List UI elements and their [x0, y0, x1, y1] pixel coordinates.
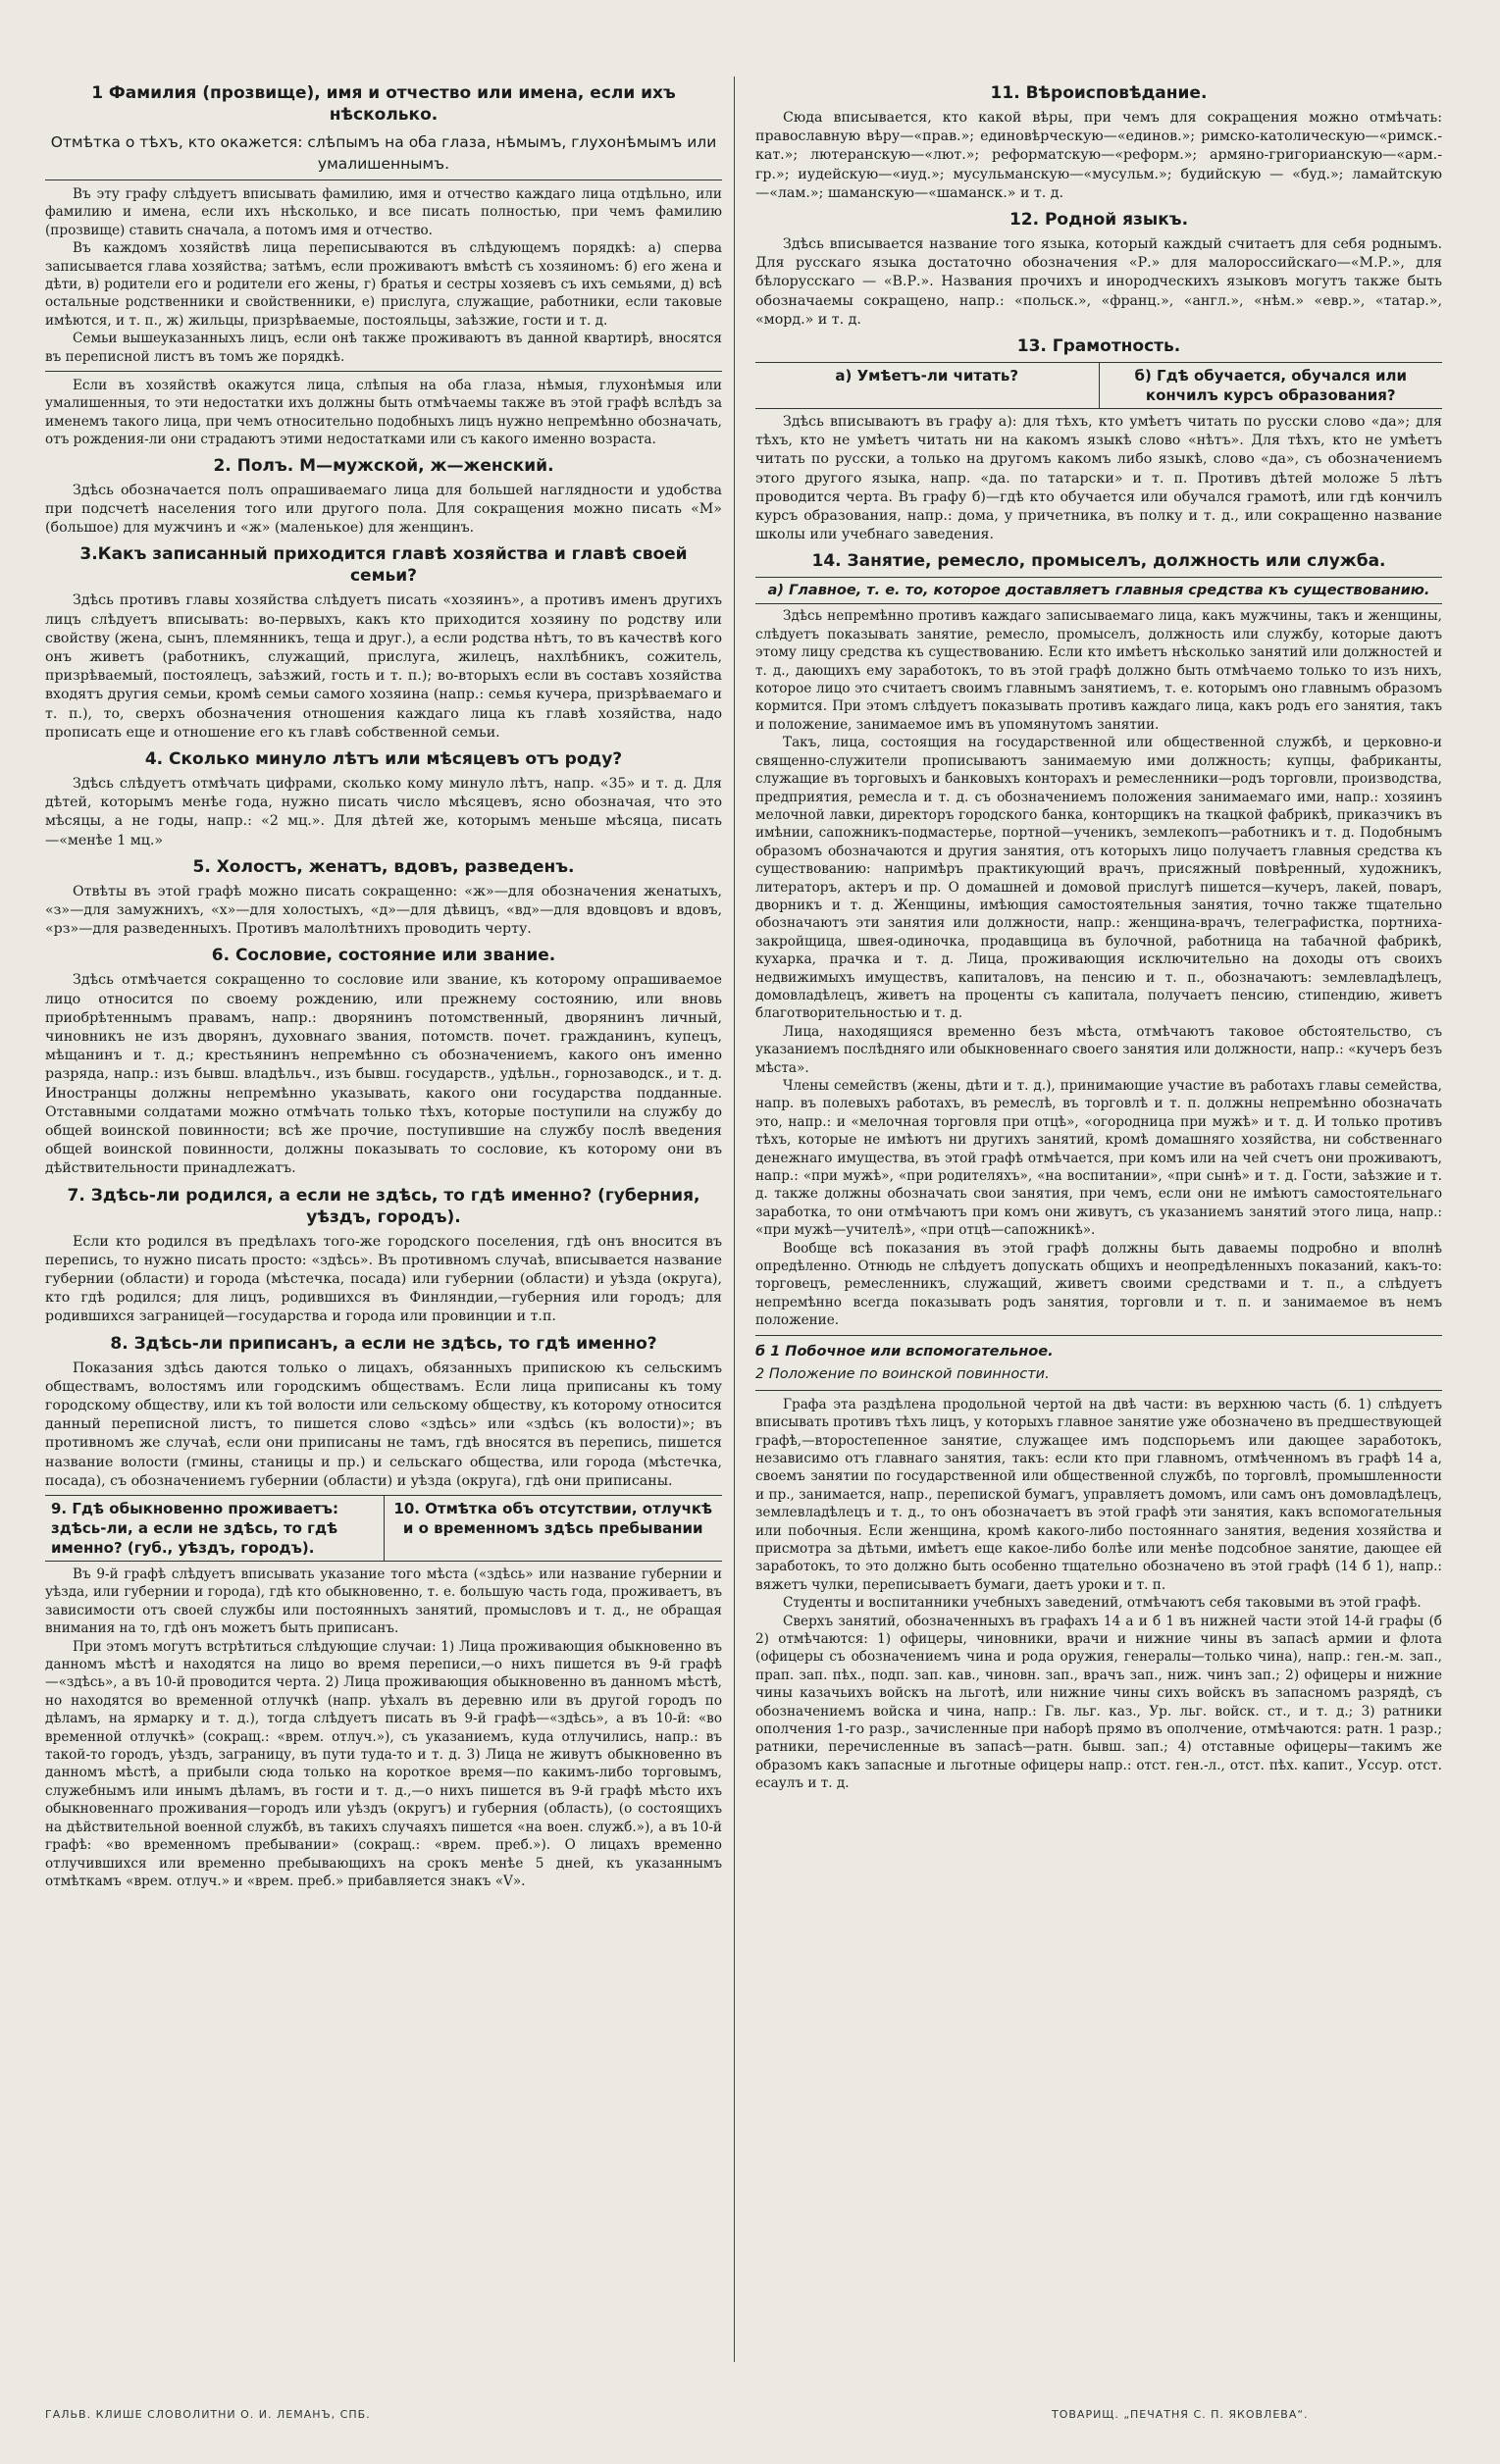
section-14-paragraph: Вообще всѣ показания въ этой графѣ должны быть даваемы подробно и вполнѣ опредѣленно. Отнюдь не слѣдуетъ допускать общихъ и неопредѣленныхъ показаний, какъ-то: торговецъ, ремесленникъ, служащий, живетъ своими средствами и т. п., а слѣдуетъ непремѣнно всегда показывать родъ занятия, торговли и т. п. и занимаемое въ немъ положение. [755, 1240, 1442, 1329]
section-5-title: 5. Холостъ, женатъ, вдовъ, разведенъ. [192, 856, 575, 877]
divider [45, 371, 722, 372]
section-9-paragraph: При этомъ могутъ встрѣтиться слѣдующие случаи: 1) Лица проживающия обыкновенно въ данномъ мѣстѣ и находятся на лицо во время переписи,—о нихъ пишется въ 9-й графѣ—«здѣсь», а въ 10-й проводится черта. 2) Лица проживающия обыкновенно въ данномъ мѣстѣ, но находятся во временной отлучкѣ (напр. уѣхалъ въ деревню или въ другой городъ по дѣламъ, на ярмарку и т. д.), тогда слѣдуетъ писать въ 9-й графѣ—«здѣсь», а въ 10-й: «во временной отлучкѣ» (сокращ.: «врем. отлуч.»), съ указаниемъ, куда отлучились, напр.: въ такой-то городъ, уѣздъ, заграницу, въ пути туда-то и т. д. 3) Лица не живутъ обыкновенно въ данномъ мѣстѣ, а прибыли сюда только на короткое время—по какимъ-либо торговымъ, служебнымъ или инымъ дѣламъ, въ гости и т. д.,—о нихъ пишется въ 9-й графѣ мѣсто ихъ обыкновеннаго проживания—городъ или уѣздъ (округъ) и губерния (область), (о состоящихъ на дѣйствительной военной службѣ, въ такихъ случаяхъ пишется «на воен. служб.»), а въ 10-й графѣ: «во временномъ пребывании» (сокращ.: «врем. преб.»). О лицахъ временно отлучившихся или временно пребывающихъ на срокъ менѣе 5 дней, къ указаннымъ отмѣткамъ «врем. отлуч.» и «врем. преб.» прибавляется знакъ «V». [45, 1638, 722, 1889]
section-9-paragraph: Въ 9-й графѣ слѣдуетъ вписывать указание того мѣста («здѣсь» или название губернии и уѣзда, или губернии и города), гдѣ кто обыкновенно, т. е. большую часть года, проживаетъ, въ зависимости отъ своей службы или постоянныхъ занятий, промысловъ и т. д., не обращая внимания на то, гдѣ онъ можетъ быть приписанъ. [45, 1566, 722, 1637]
section-7-title: 7. Здѣсь-ли родился, а если не здѣсь, то гдѣ именно? (губерния, уѣздъ, городъ). [67, 1185, 700, 1227]
section-14b-paragraph: Графа эта раздѣлена продольной чертой на двѣ части: въ верхнюю часть (б. 1) слѣдуетъ вписывать противъ тѣхъ лицъ, у которыхъ главное занятие уже обозначено въ предшествующей графѣ,—второстепенное занятие, служащее имъ подспорьемъ или дающее заработокъ, независимо отъ главнаго занятия, такъ: если кто при главномъ, отмѣченномъ въ графѣ 14 а, своемъ занятии по государственной или общественной службѣ, по торговлѣ, промышленности и пр., занимается, напр., перепиской бумагъ, управляетъ домомъ, или самъ онъ домовладѣлецъ, землевладѣлецъ и т. д., то онъ обозначаетъ въ этой графѣ эти занятия, какъ вспомогательныя или побочныя. Если женщина, кромѣ какого-либо постояннаго занятия, ведения хозяйства и присмотра за дѣтьми, имѣетъ еще какое-либо болѣе или менѣе подсобное занятие, дающее ей заработокъ, то это должно быть особенно тщательно обозначено въ этой графѣ (14 б 1), напр.: вяжетъ чулки, переписываетъ бумаги, даетъ уроки и т. п. [755, 1396, 1442, 1593]
section-8-paragraph: Показания здѣсь даются только о лицахъ, обязанныхъ припискою къ сельскимъ обществамъ, волостямъ или городскимъ обществамъ. Если лица приписаны къ тому городскому обществу, или къ той волости или сельскому обществу, къ которому относится данный переписной листъ, то пишется слово «здѣсь» или «здѣсь (къ волости)»; въ противномъ же случаѣ, если они приписаны не тамъ, гдѣ вносятся въ перепись, пишется название волости (гмины, станицы и пр.) и сельскаго общества, или города (мѣстечка, посада), съ обозначениемъ губернии (области) и уѣзда (округа), гдѣ они приписаны. [45, 1360, 722, 1489]
section-9-10-header [45, 1495, 722, 1562]
section-2-paragraph: Здѣсь обозначается полъ опрашиваемаго лица для большей наглядности и удобства при подсчетѣ населения того или другого пола. Для сокращения можно писать «М» (большое) для мужчинъ и «ж» (маленькое) для женщинъ. [45, 482, 722, 537]
section-6-paragraph: Здѣсь отмѣчается сокращенно то сословие или звание, къ которому опрашиваемое лицо относится по своему рождению, или прежнему состоянию, или вновь приобрѣтеннымъ правамъ, напр.: дворянинъ потомственный, дворянинъ личный, чиновникъ не изъ дворянъ, духовнаго звания, потомств. почет. гражданинъ, купецъ, мѣщанинъ и т. д.; крестьянинъ непремѣнно съ обозначениемъ, какого онъ именно разряда, напр.: изъ бывш. владѣльч., изъ бывш. государств., удѣльн., горнозаводск., и т. д. Иностранцы должны непремѣнно указывать, какого они государства подданные. Отставными солдатами можно отмѣчать только тѣхъ, которые поступили на службу до общей воинской повинности; всѣ же прочие, поступившие на службу послѣ введения общей воинской повинности, должны показывать то сословие, къ которому они въ дѣйствительности принадлежатъ. [45, 972, 722, 1177]
section-9-title: 9. Гдѣ обыкновенно проживаетъ: здѣсь-ли, а если не здѣсь, то гдѣ именно? (губ., уѣздъ, городъ). [45, 1496, 385, 1561]
section-14b2-title: 2 Положение по воинской повинности. [755, 1365, 1050, 1382]
section-1-paragraph: Въ каждомъ хозяйствѣ лица переписываются въ слѣдующемъ порядкѣ: а) сперва записывается глава хозяйства; затѣмъ, если проживаютъ вмѣстѣ съ хозяиномъ: б) его жена и дѣти, в) родители его и родители его жены, г) братья и сестры хозяевъ съ ихъ семьями, д) всѣ остальные родственники и свойственники, е) прислуга, служащие, работники, если таковые имѣются, и т. п., ж) жильцы, призрѣваемые, постояльцы, заѣзжие, гости и т. д. [45, 240, 722, 329]
section-12-paragraph: Здѣсь вписывается название того языка, который каждый считаетъ для себя роднымъ. Для русскаго языка достаточно обозначения «Р.» для малороссийскаго—«М.Р.», для бѣлорусскаго — «В.Р.». Названия прочихъ и инородческихъ языковъ могутъ также быть обозначаемы сокращено, напр.: «польск.», «франц.», «англ.», «нѣм.» «евр.», «татар.», «морд.» и т. д. [755, 236, 1442, 328]
section-14-title: 14. Занятие, ремесло, промыселъ, должность или служба. [811, 551, 1386, 572]
section-14-paragraph: Такъ, лица, состоящия на государственной или общественной службѣ, и церковно-и священно-служители прописываютъ занимаемую ими должность; купцы, фабриканты, служащие въ торговыхъ и банковыхъ конторахъ и ремесленники—родъ торговли, производства, предприятия, ремесла и т. д. съ обозначениемъ положения занимаемаго ими, напр.: хозяинъ мелочной лавки, директоръ городского банка, конторщикъ на ткацкой фабрикѣ, приказчикъ въ имѣнии, сапожникъ-подмастерье, портной—ученикъ, землекопъ—работникъ и т. д. Подобнымъ образомъ обозначаются и другия занятия, отъ которыхъ лицо получаетъ главныя средства къ существованию: напримѣръ практикующий врачъ, присяжный повѣренный, художникъ, литераторъ, актеръ и пр. О домашней и домовой прислугѣ пишется—кучеръ, лакей, поваръ, дворникъ и т. д. Женщины, имѣющия самостоятельныя занятия, точно также тщательно обозначаютъ эти занятия или должности, напр.: женщина-врачъ, телеграфистка, портниха-закройщица, швея-одиночка, продавщица въ булочной, работница на табачной фабрикѣ, кухарка, прачка и т. д. Лица, проживающия исключительно на доходы отъ своихъ недвижимыхъ имуществъ, капиталовъ, на пенсию и т. п., обозначаютъ: землевладѣлецъ, домовладѣлецъ, живетъ на проценты съ капитала, получаетъ пенсию, стипендию, живетъ благотворительностью и т. д. [755, 735, 1442, 1022]
section-4-title: 4. Сколько минуло лѣтъ или мѣсяцевъ отъ роду? [144, 748, 623, 769]
section-14-paragraph: Здѣсь непремѣнно противъ каждаго записываемаго лица, какъ мужчины, такъ и женщины, слѣдуетъ показывать занятие, ремесло, промыселъ, должность или службу, которые даютъ этому лицу средства къ существованию. Если кто имѣетъ нѣсколько занятий или должностей и т. д., дающихъ ему заработокъ, то въ этой графѣ должно быть отмѣчаемо только то изъ нихъ, которое лицо это считаетъ своимъ главнымъ занятиемъ, т. е. которымъ оно главнымъ образомъ кормится. При этомъ слѣдуетъ показывать противъ каждаго лица, какъ родъ его занятия, такъ и положение, занимаемое имъ въ упомянутомъ занятии. [755, 608, 1442, 733]
right-column [755, 77, 1442, 1793]
section-14-paragraph: Лица, находящияся временно безъ мѣста, отмѣчаютъ таковое обстоятельство, съ указаниемъ послѣдняго или обыкновеннаго своего занятия или должности, напр.: «кучеръ безъ мѣста». [755, 1023, 1442, 1076]
section-2-title: 2. Полъ. М—мужской, ж—женский. [213, 455, 554, 476]
column-divider [734, 77, 735, 2362]
section-1-paragraph: Въ эту графу слѣдуетъ вписывать фамилию, имя и отчество каждаго лица отдѣльно, или фамилию и имена, если ихъ нѣсколько, и все писать полностью, при чемъ фамилию (прозвище) ставить сначала, а потомъ имя и отчество. [45, 186, 722, 238]
section-6-title: 6. Сословие, состояние или звание. [211, 946, 556, 966]
section-3-paragraph: Здѣсь противъ главы хозяйства слѣдуетъ писать «хозяинъ», а противъ именъ другихъ лицъ слѣдуетъ вписывать: во-первыхъ, какъ кто приходится хозяину по родству или свойству (жена, сынъ, племянникъ, теща и друг.), а если родства нѣтъ, то въ качествѣ кого онъ живетъ (работникъ, служащий, прислуга, жилецъ, нахлѣбникъ, сожитель, призрѣваемый, постоялецъ, заѣзжий, гость и т. п.); во-вторыхъ если въ составъ хозяйства входятъ другия семьи, кромѣ семьи самого хозяина (напр.: семья кучера, призрѣваемаго и т. п.), то, сверхъ обозначения отношения каждаго лица къ главѣ хозяйства, надо прописать еще и отношение его къ главѣ собственной семьи. [45, 592, 722, 741]
section-8-title: 8. Здѣсь-ли приписанъ, а если не здѣсь, то гдѣ именно? [110, 1333, 657, 1354]
section-11-paragraph: Сюда вписывается, кто какой вѣры, при чемъ для сокращения можно отмѣчать: православную вѣру—«прав.»; единовѣрческую—«единов.»; римско-католическую—«римск.-кат.»; лютеранскую—«лют.»; реформатскую—«реформ.»; армяно-григорианскую—«арм.-гр.»; иудейскую—«иуд.»; мусульманскую—«мусульм.»; будийскую — «буд.»; ламайтскую—«лам.»; шаманскую—«шаманск.» и т. д. [755, 110, 1442, 201]
printer-credit-right: ТОВАРИЩ. „ПЕЧАТНЯ С. П. ЯКОВЛЕВА“. [1052, 2408, 1309, 2421]
section-14b1-title: б 1 Побочное или вспомогательное. [755, 1343, 1054, 1360]
section-14-paragraph: Члены семействъ (жены, дѣти и т. д.), принимающие участие въ работахъ главы семейства, напр. въ полевыхъ работахъ, въ ремеслѣ, въ торговлѣ и т. п. должны непремѣнно обозначать это, напр.: и «мелочная торговля при отцѣ», «огородница при мужѣ» и т. д. И только противъ тѣхъ, которые не имѣютъ ни другихъ занятий, кромѣ домашняго хозяйства, ни собственнаго денежнаго имущества, въ этой графѣ отмѣчается, при комъ или на чей счетъ они проживаютъ, напр.: «при мужѣ», «при родителяхъ», «на воспитании», «при сынѣ» и т. д. Гости, заѣзжие и т. д. также должны обозначать свои занятия, при чемъ, если они не имѣютъ самостоятельнаго заработка, то они отмѣчаютъ при комъ они живутъ, съ указаниемъ занятий этого лица, напр.: «при мужѣ—учителѣ», «при отцѣ—сапожникѣ». [755, 1078, 1442, 1239]
section-3-title: 3.Какъ записанный приходится главѣ хозяйства и главѣ своей семьи? [79, 544, 688, 587]
section-13-header [755, 362, 1442, 409]
section-13b-title: б) Гдѣ обучается, обучался или кончилъ курсъ образования? [1134, 367, 1407, 405]
section-1-title: 1 Фамилия (прозвище), имя и отчество или имена, если ихъ нѣсколько. [91, 83, 676, 125]
section-14b-header [755, 1335, 1442, 1391]
section-4-paragraph: Здѣсь слѣдуетъ отмѣчать цифрами, сколько кому минуло лѣтъ, напр. «35» и т. д. Для дѣтей, которымъ менѣе года, нужно писать число мѣсяцевъ, ясно обозначая, что это мѣсяцы, а не годы, напр.: «2 мц.». Для дѣтей же, которымъ меньше мѣсяца, писать—«менѣе 1 мц.» [45, 775, 722, 848]
section-1-paragraph: Семьи вышеуказанныхъ лицъ, если онѣ также проживаютъ въ данной квартирѣ, вносятся въ переписной листъ въ томъ же порядкѣ. [45, 331, 722, 365]
left-column [45, 77, 722, 1890]
section-14b-paragraph: Сверхъ занятий, обозначенныхъ въ графахъ 14 а и б 1 въ нижней части этой 14-й графы (б 2) отмѣчаются: 1) офицеры, чиновники, врачи и нижние чины въ запасѣ армии и флота (офицеры съ обозначениемъ чина и рода оружия, генералы—только чина), напр.: ген.-м. зап., прап. зап. пѣх., подп. зап. кав., чиновн. зап., врачъ зап., ниж. чинъ зап.; 2) офицеры и нижние чины казачьихъ войскъ на льготѣ, или нижние чины сихъ войскъ въ запасномъ разрядѣ, съ обозначениемъ войска и чина, напр.: Гв. льг. каз., Ур. льг. войск. ст., и т. д.; 3) ратники ополчения 1-го разр., зачисленные при наборѣ прямо въ ополчение, отмѣчаются: ратн. 1 разр.; ратники, перечисленные въ запасѣ—ратн. бывш. зап.; 4) отставные офицеры—такимъ же образомъ какъ запасные и льготные офицеры напр.: отст. ген.-л., отст. пѣх. капит., Уссур. отст. есаулъ и т. д. [755, 1613, 1442, 1792]
section-12-title: 12. Родной языкъ. [1009, 210, 1189, 231]
section-1-note: Если въ хозяйствѣ окажутся лица, слѣпыя на оба глаза, нѣмыя, глухонѣмыя или умалишенныя, то эти недостатки ихъ должны быть отмѣчаемы также въ этой графѣ вслѣдъ за именемъ такого лица, при чемъ относительно подобныхъ лицъ нужно непремѣнно обозначать, отъ рождения-ли они страдаютъ этими недостатками или съ какого именно возраста. [45, 378, 722, 448]
section-10-title: 10. Отмѣтка объ отсутствии, отлучкѣ и о временномъ здѣсь пребывании [393, 1500, 713, 1538]
section-13a-title: а) Умѣетъ-ли читать? [755, 363, 1100, 408]
section-5-paragraph: Отвѣты въ этой графѣ можно писать сокращенно: «ж»—для обозначения женатыхъ, «з»—для замужнихъ, «х»—для холостыхъ, «д»—для дѣвицъ, «вд»—для вдовцовъ и вдовъ, «рз»—для разведенныхъ. Противъ малолѣтнихъ проводить черту. [45, 883, 722, 938]
section-11-title: 11. Вѣроисповѣдание. [990, 83, 1208, 103]
section-7-paragraph: Если кто родился въ предѣлахъ того-же городского поселения, гдѣ онъ вносится въ перепись, то нужно писать просто: «здѣсь». Въ противномъ случаѣ, вписывается название губернии (области) и города (мѣстечка, посада) или губернии (области) и уѣзда (округа), кто гдѣ родился; для лицъ, родившихся въ Финляндии,—губерния или городъ; для родившихся заграницей—государства и города или провинции и т.п. [45, 1233, 722, 1325]
printer-credit-left: ГАЛЬВ. КЛИШЕ СЛОВОЛИТНИ О. И. ЛЕМАНЪ, СПБ. [45, 2408, 371, 2421]
section-1-subtitle: Отмѣтка о тѣхъ, кто окажется: слѣпымъ на оба глаза, нѣмымъ, глухонѣмымъ или умалишеннымъ. [50, 133, 717, 173]
section-14b-paragraph: Студенты и воспитанники учебныхъ заведений, отмѣчаютъ себя таковыми въ этой графѣ. [783, 1595, 1422, 1612]
section-14a-title: а) Главное, т. е. то, которое доставляетъ главныя средства къ существованию. [755, 577, 1442, 604]
section-13-paragraph: Здѣсь вписываютъ въ графу а): для тѣхъ, кто умѣетъ читать по русски слово «да»; для тѣхъ, кто не умѣетъ читать ни на какомъ языкѣ слово «нѣтъ». Для тѣхъ, кто не умѣетъ читать по русски, а только на другомъ какомъ либо языкѣ, слово «да», съ обозначениемъ этого другого языка, напр. «да. по татарски» и т. п. Противъ дѣтей моложе 5 лѣтъ проводится черта. Въ графу б)—гдѣ кто обучается или обучался грамотѣ, или гдѣ кончилъ курсъ образования, напр.: дома, у причетника, въ полку и т. д., или сокращенно название школы или учебнаго заведения. [755, 414, 1442, 543]
section-13-title: 13. Грамотность. [1016, 336, 1181, 357]
